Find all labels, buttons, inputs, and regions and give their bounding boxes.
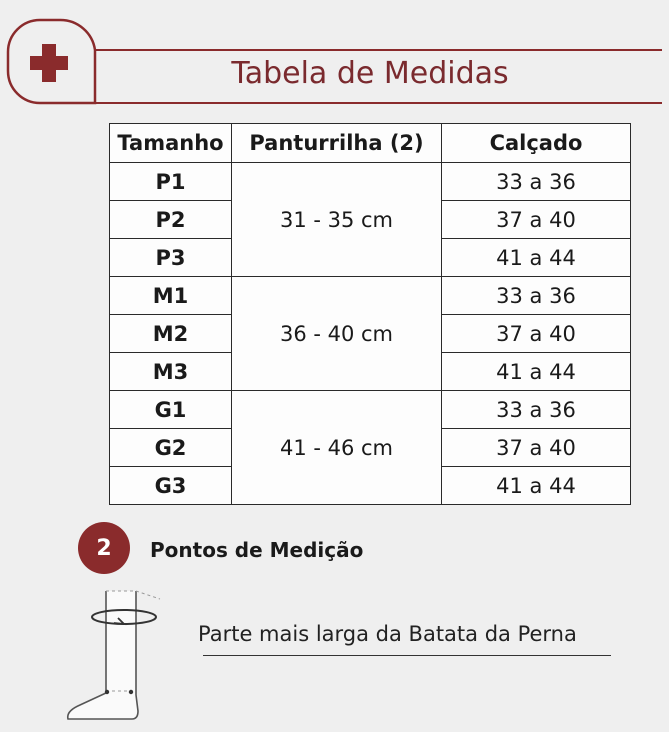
shoe-cell: 33 a 36 bbox=[442, 391, 631, 429]
size-table bbox=[109, 123, 631, 505]
size-cell: G1 bbox=[110, 391, 232, 429]
leg-measurement-icon bbox=[60, 585, 170, 725]
size-cell: P3 bbox=[110, 239, 232, 277]
shoe-cell: 41 a 44 bbox=[442, 467, 631, 505]
table-header-row bbox=[110, 124, 631, 163]
size-cell: G3 bbox=[110, 467, 232, 505]
size-cell: G2 bbox=[110, 429, 232, 467]
size-cell: M2 bbox=[110, 315, 232, 353]
calf-cell: 31 - 35 cm bbox=[232, 163, 442, 277]
shoe-cell: 33 a 36 bbox=[442, 163, 631, 201]
header-panturrilha: Panturrilha (2) bbox=[232, 124, 442, 163]
measurement-point-label: Parte mais larga da Batata da Perna bbox=[198, 622, 577, 646]
shoe-cell: 37 a 40 bbox=[442, 315, 631, 353]
size-cell: P2 bbox=[110, 201, 232, 239]
size-cell: M3 bbox=[110, 353, 232, 391]
shoe-cell: 37 a 40 bbox=[442, 201, 631, 239]
calf-cell: 36 - 40 cm bbox=[232, 277, 442, 391]
shoe-cell: 37 a 40 bbox=[442, 429, 631, 467]
page-title: Tabela de Medidas bbox=[231, 56, 509, 91]
calf-cell: 41 - 46 cm bbox=[232, 391, 442, 505]
divider bbox=[203, 655, 611, 656]
header-frame bbox=[0, 0, 669, 110]
shoe-cell: 41 a 44 bbox=[442, 353, 631, 391]
table-row bbox=[110, 277, 631, 315]
size-cell: M1 bbox=[110, 277, 232, 315]
size-cell: P1 bbox=[110, 163, 232, 201]
section-number-badge: 2 bbox=[78, 522, 130, 574]
shoe-cell: 33 a 36 bbox=[442, 277, 631, 315]
section-title: Pontos de Medição bbox=[150, 538, 364, 562]
table-row bbox=[110, 163, 631, 201]
table-row bbox=[110, 391, 631, 429]
header bbox=[0, 0, 669, 110]
header-calcado: Calçado bbox=[442, 124, 631, 163]
shoe-cell: 41 a 44 bbox=[442, 239, 631, 277]
header-tamanho: Tamanho bbox=[110, 124, 232, 163]
